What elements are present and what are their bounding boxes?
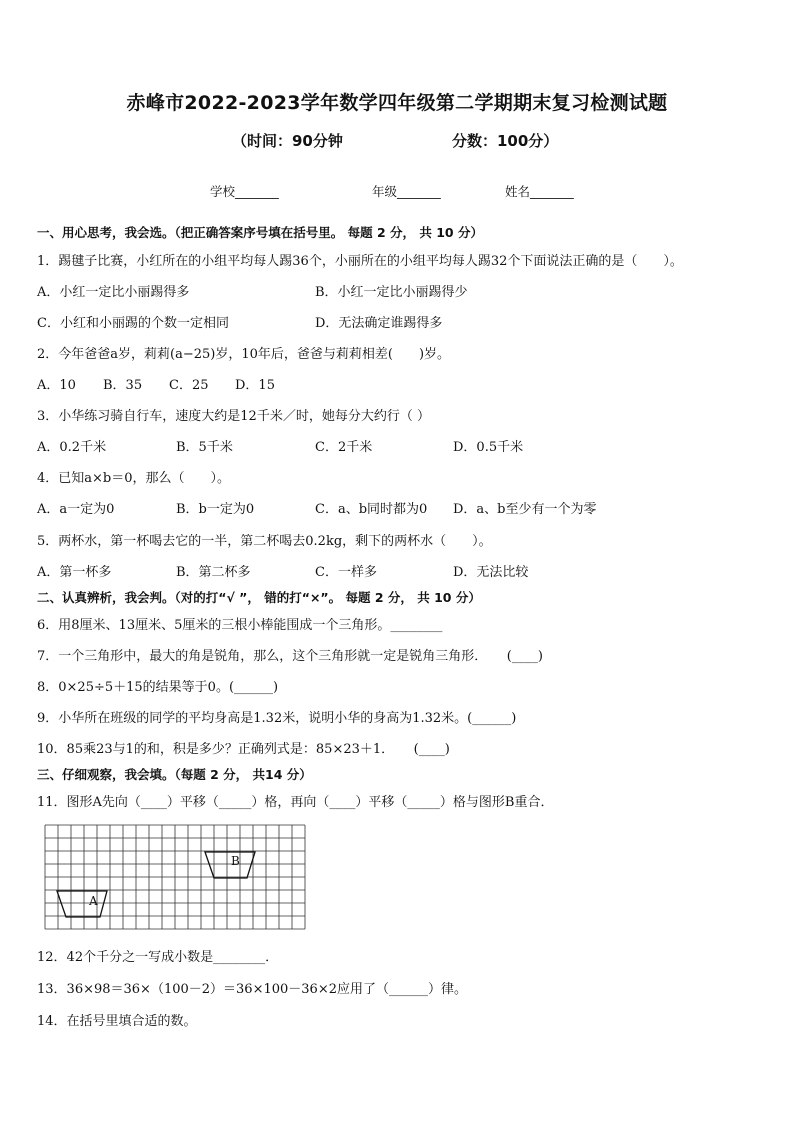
q4-option-b: B．b一定为0 bbox=[176, 502, 255, 517]
question-3: 3．小华练习骑自行车，速度大约是12千米／时，她每分大约行（ ） bbox=[37, 409, 430, 424]
shape-a-label: A bbox=[89, 894, 98, 908]
exam-title: 赤峰市2022-2023学年数学四年级第二学期期末复习检测试题 bbox=[126, 92, 668, 114]
q2-option-d: D．15 bbox=[235, 378, 275, 393]
question-7: 7．一个三角形中，最大的角是锐角，那么，这个三角形就一定是锐角三角形． (____) bbox=[37, 649, 543, 664]
q4-option-a: A．a一定为0 bbox=[37, 502, 115, 517]
q3-option-b: B．5千米 bbox=[176, 440, 233, 455]
question-13: 13．36×98＝36×（100－2）＝36×100－36×2应用了（______）律。 bbox=[37, 982, 467, 997]
q1-option-c: C．小红和小丽踢的个数一定相同 bbox=[37, 316, 229, 331]
school-field: 学校_______ bbox=[210, 184, 279, 199]
grid-lines bbox=[45, 825, 305, 929]
q1-option-b: B．小红一定比小丽踢得少 bbox=[315, 285, 468, 300]
question-10: 10．85乘23与1的和，积是多少？正确列式是：85×23＋1． (____) bbox=[37, 742, 450, 757]
question-12: 12．42个千分之一写成小数是________． bbox=[37, 950, 279, 965]
q4-option-c: C．a、b同时都为0 bbox=[315, 502, 428, 517]
q2-option-c: C．25 bbox=[169, 378, 209, 393]
q2-option-b: B．35 bbox=[103, 378, 143, 393]
exam-time: （时间：90分钟 bbox=[232, 132, 343, 150]
name-field: 姓名_______ bbox=[505, 184, 574, 199]
shape-b-trapezoid bbox=[205, 852, 255, 878]
section-3-heading: 三、仔细观察，我会填。（每题 2 分， 共14 分） bbox=[37, 767, 312, 782]
question-5: 5．两杯水，第一杯喝去它的一半，第二杯喝去0.2kg，剩下的两杯水（ ）。 bbox=[37, 534, 492, 549]
question-6: 6．用8厘米、13厘米、5厘米的三根小棒能围成一个三角形。________ bbox=[37, 618, 443, 633]
q2-option-a: A．10 bbox=[37, 378, 76, 393]
q1-option-d: D．无法确定谁踢得多 bbox=[315, 316, 443, 331]
question-2: 2．今年爸爸a岁，莉莉(a−25)岁，10年后，爸爸与莉莉相差( )岁。 bbox=[37, 347, 451, 362]
q5-option-d: D．无法比较 bbox=[453, 565, 529, 580]
q3-option-a: A．0.2千米 bbox=[37, 440, 107, 455]
q4-option-d: D．a、b至少有一个为零 bbox=[453, 502, 597, 517]
section-2-heading: 二、认真辨析，我会判。（对的打“√ ”， 错的打“×”。 每题 2 分， 共 10 分） bbox=[37, 590, 481, 605]
translation-grid-figure bbox=[44, 824, 310, 932]
grade-field: 年级_______ bbox=[372, 184, 441, 199]
question-14: 14．在括号里填合适的数。 bbox=[37, 1014, 197, 1029]
q3-option-d: D．0.5千米 bbox=[453, 440, 524, 455]
section-1-heading: 一、用心思考，我会选。（把正确答案序号填在括号里。 每题 2 分， 共 10 分） bbox=[37, 225, 483, 240]
q1-option-a: A．小红一定比小丽踢得多 bbox=[37, 285, 190, 300]
question-1: 1．踢毽子比赛，小红所在的小组平均每人踢36个，小丽所在的小组平均每人踢32个下面说法正确的是（ ）。 bbox=[37, 254, 683, 269]
q5-option-b: B．第二杯多 bbox=[176, 565, 251, 580]
question-9: 9．小华所在班级的同学的平均身高是1.32米，说明小华的身高为1.32米。(______) bbox=[37, 711, 517, 726]
shape-a-trapezoid bbox=[57, 891, 107, 917]
shape-b-label: B bbox=[231, 854, 240, 868]
question-11: 11．图形A先向（____）平移（_____）格，再向（____）平移（_____）格与图形B重合． bbox=[37, 795, 554, 810]
q3-option-c: C．2千米 bbox=[315, 440, 373, 455]
q5-option-a: A．第一杯多 bbox=[37, 565, 112, 580]
question-4: 4．已知a×b＝0，那么（ ）。 bbox=[37, 471, 231, 486]
question-8: 8．0×25÷5＋15的结果等于0。(______) bbox=[37, 680, 279, 695]
q5-option-c: C．一样多 bbox=[315, 565, 377, 580]
exam-score: 分数：100分） bbox=[452, 132, 559, 150]
